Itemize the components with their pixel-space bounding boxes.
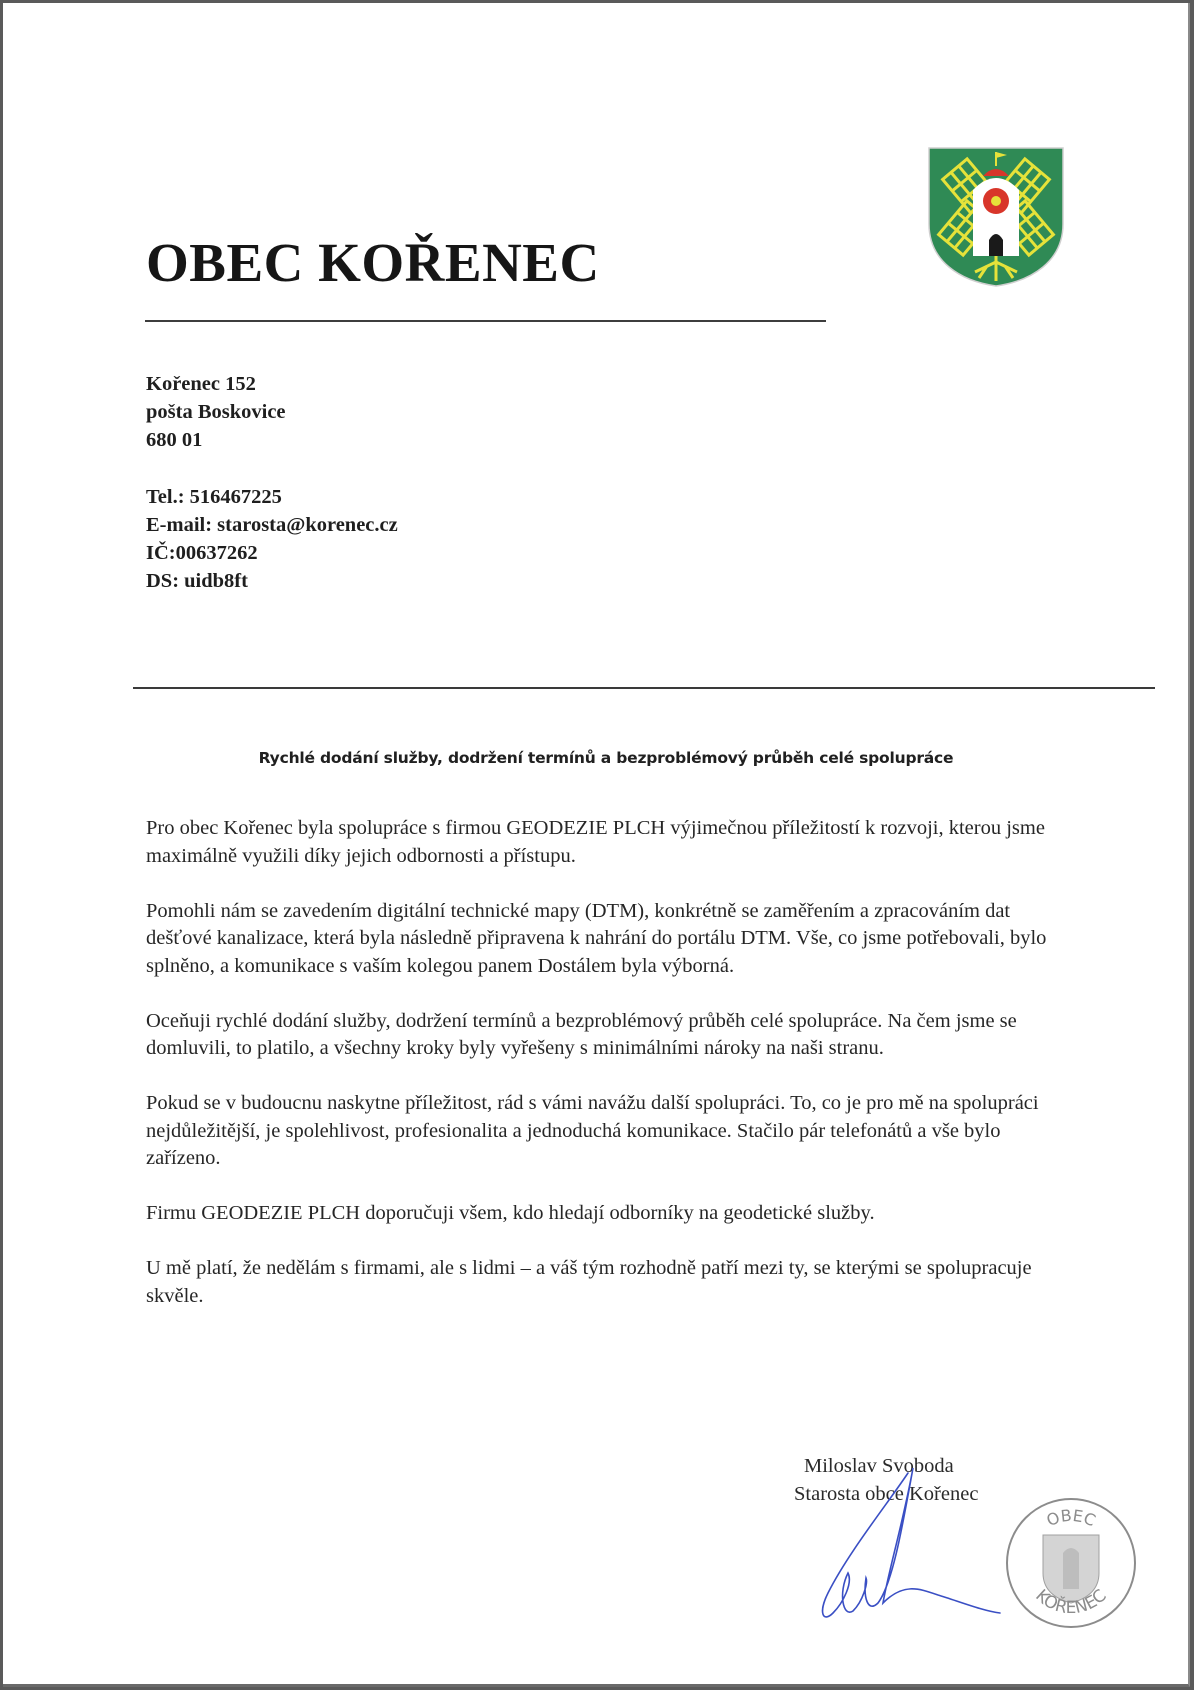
contact-phone: Tel.: 516467225	[146, 486, 282, 508]
municipal-stamp-icon	[1001, 1493, 1141, 1633]
paragraph: Oceňuji rychlé dodání služby, dodržení termínů a bezproblémový průběh celé spolupráce. Na čem jsme se domluvili, to platilo, a všechny kroky byly vyřešeny s minimálními nároky na naši stranu.	[146, 1009, 1017, 1059]
paragraph: Pomohli nám se zavedením digitální technické mapy (DTM), konkrétně se zaměřením a zpracováním dat dešťové kanalizace, která byla následně připravena k nahrání do portálu DTM. Vše, co jsme potřebovali, bylo splněno, a komunikace s vaším kolegou panem Dostálem byla výborná.	[146, 899, 1047, 977]
signatory-name: Miloslav Svoboda	[804, 1455, 954, 1477]
stamp-top-text: OBEC	[1043, 1505, 1099, 1531]
postal-address	[146, 370, 286, 454]
address-post: pošta Boskovice	[146, 401, 286, 423]
contact-ic: IČ:00637262	[146, 542, 258, 564]
contact-email: E-mail: starosta@korenec.cz	[146, 514, 398, 536]
letter-page	[3, 3, 1190, 1687]
svg-text:OBEC	[1044, 1506, 1099, 1530]
letter-body	[146, 815, 1066, 1338]
contact-ds: DS: uidb8ft	[146, 570, 248, 592]
contact-info	[146, 483, 398, 595]
letter-subject: Rychlé dodání služby, dodržení termínů a bezproblémový průběh celé spolupráce	[258, 749, 954, 767]
handwritten-signature-icon	[808, 1463, 1008, 1633]
header-divider	[133, 687, 1155, 689]
address-street: Kořenec 152	[146, 373, 256, 395]
coat-of-arms-windmill-icon	[927, 146, 1065, 288]
title-divider	[145, 320, 826, 322]
address-zip: 680 01	[146, 429, 203, 451]
stamp-bottom-text: KOŘENEC	[1031, 1585, 1111, 1619]
paragraph: Pokud se v budoucnu naskytne příležitost, rád s vámi navážu další spolupráci. To, co je pro mě na spolupráci nejdůležitější, je spolehlivost, profesionalita a jednoduchá komunikace. Stačilo pár telefonátů a vše bylo zařízeno.	[146, 1092, 1039, 1169]
municipality-title: OBEC KOŘENEC	[146, 232, 600, 293]
signatory-role: Starosta obce Kořenec	[794, 1483, 979, 1505]
paragraph: Pro obec Kořenec byla spolupráce s firmou GEODEZIE PLCH výjimečnou příležitostí k rozvoji, kterou jsme maximálně využili díky jejich odbornosti a přístupu.	[146, 817, 1045, 867]
paragraph: U mě platí, že nedělám s firmami, ale s lidmi – a váš tým rozhodně patří mezi ty, se kterými se spolupracuje skvěle.	[146, 1257, 1032, 1307]
paragraph: Firmu GEODEZIE PLCH doporučuji všem, kdo hledají odborníky na geodetické služby.	[146, 1202, 875, 1224]
